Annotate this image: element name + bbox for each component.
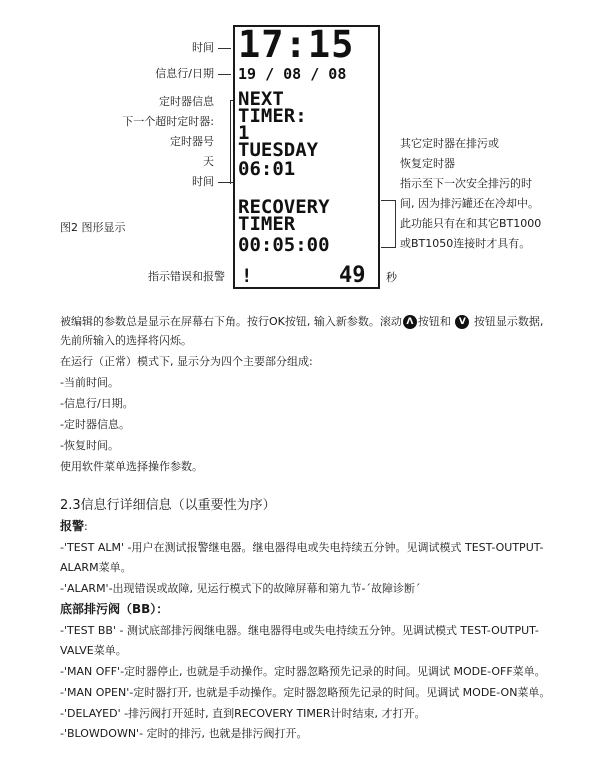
lcd-weekday: TUESDAY <box>238 139 319 161</box>
bracket-recovery <box>395 200 396 248</box>
note-recovery-2: 间, 因为排污罐还在冷却中。 <box>400 197 539 210</box>
bb-item: -'DELAYED' -排污阀打开延时, 直到RECOVERY TIMER计时结束, 才打开。 <box>60 707 426 720</box>
lcd-countdown: 00:05:00 <box>238 234 330 256</box>
label-error: 指示错误和报警 <box>148 270 225 283</box>
label-info-date: 信息行/日期 <box>155 67 214 80</box>
label-timer-no: 定时器号 <box>170 135 214 148</box>
note-other-timers-2: 恢复定时器 <box>400 157 455 170</box>
lcd-recovery-timer: TIMER <box>238 213 296 235</box>
bb-item: -'TEST BB' - 测试底部排污阀继电器。继电器得电或失电持续五分钟。见调试模式 TEST-OUTPUT- <box>60 624 539 637</box>
alarm-heading-text: 报警 <box>60 519 85 533</box>
label-seconds: 秒 <box>386 271 397 284</box>
leader-time <box>218 48 231 49</box>
alarm-heading <box>60 519 88 534</box>
lcd-date: 19 / 08 / 08 <box>238 65 347 83</box>
alarm-item: -'TEST ALM' -用户在测试报警继电器。继电器得电或失电持续五分钟。见调试模式 TEST-OUTPUT- <box>60 541 544 554</box>
bb-item: -'MAN OPEN'-定时器打开, 也就是手动操作。定时器忽略预先记录的时间。见调试 MODE-ON菜单。 <box>60 686 551 699</box>
up-arrow-icon: Λ <box>403 315 417 329</box>
lcd-next: NEXT <box>238 88 284 110</box>
lcd-timer: TIMER: <box>238 105 307 127</box>
bracket-recovery-bottom <box>381 247 396 248</box>
down-arrow-icon: V <box>455 315 469 329</box>
lcd-recovery: RECOVERY <box>238 196 330 218</box>
bracket-bottom <box>218 182 234 183</box>
note-other-timers-1: 其它定时器在排污或 <box>400 137 499 150</box>
alarm-item: ALARM菜单。 <box>60 561 132 574</box>
note-recovery-3: 此功能只有在和其它BT1000 <box>400 217 542 230</box>
label-timer-info: 定时器信息 <box>159 95 214 108</box>
bracket-timer <box>230 100 231 184</box>
bb-heading: 底部排污阀（BB）： <box>60 602 169 616</box>
bracket-recovery-top <box>381 200 396 201</box>
lcd-alarm: ! <box>241 265 253 287</box>
list-item: -当前时间。 <box>60 376 119 389</box>
lcd-clock: 17:15 <box>238 23 355 66</box>
label-time2: 时间 <box>192 175 214 188</box>
note-recovery-4: 或BT1050连接时才具有。 <box>400 237 531 250</box>
paragraph-1-d: 先前所输入的选择将闪烁。 <box>60 334 192 347</box>
bb-item: -'BLOWDOWN'- 定时的排污, 也就是排污阀打开。 <box>60 727 308 740</box>
bb-item: -'MAN OFF'-定时器停止, 也就是手动操作。定时器忽略预先记录的时间。见调试 MODE-OFF菜单。 <box>60 665 546 678</box>
bb-item: VALVE菜单。 <box>60 644 127 657</box>
paragraph-1-c: 按钮显示数据, <box>470 315 544 328</box>
label-day: 天 <box>203 155 214 168</box>
lcd-seconds: 49 <box>339 263 366 288</box>
lcd-display <box>233 25 380 289</box>
paragraph-1 <box>60 315 543 329</box>
paragraph-1-b: 按钮和 <box>417 315 451 328</box>
figure-caption: 图2 图形显示 <box>60 221 126 234</box>
alarm-heading-colon: : <box>84 520 88 533</box>
list-item: -定时器信息。 <box>60 418 130 431</box>
section-title: 2.3信息行详细信息（以重要性为序） <box>60 498 276 513</box>
lcd-timer-number: 1 <box>238 122 250 144</box>
paragraph-2: 在运行（正常）模式下, 显示分为四个主要部分组成: <box>60 355 313 368</box>
note-recovery-1: 指示至下一次安全排污的时 <box>400 177 532 190</box>
label-time: 时间 <box>192 41 214 54</box>
paragraph-1-a: 被编辑的参数总是显示在屏幕右下角。按行OK按钮, 输入新参数。滚动 <box>60 315 402 328</box>
paragraph-3: 使用软件菜单选择操作参数。 <box>60 460 203 473</box>
alarm-item: -'ALARM'-出现错误或故障, 见运行模式下的故障屏幕和第九节-´故障诊断´ <box>60 582 421 595</box>
list-item: -恢复时间。 <box>60 439 119 452</box>
list-item: -信息行/日期。 <box>60 397 134 410</box>
leader-info-date <box>218 74 231 75</box>
lcd-time: 06:01 <box>238 158 296 180</box>
label-next-timer: 下一个超时定时器: <box>122 115 214 128</box>
